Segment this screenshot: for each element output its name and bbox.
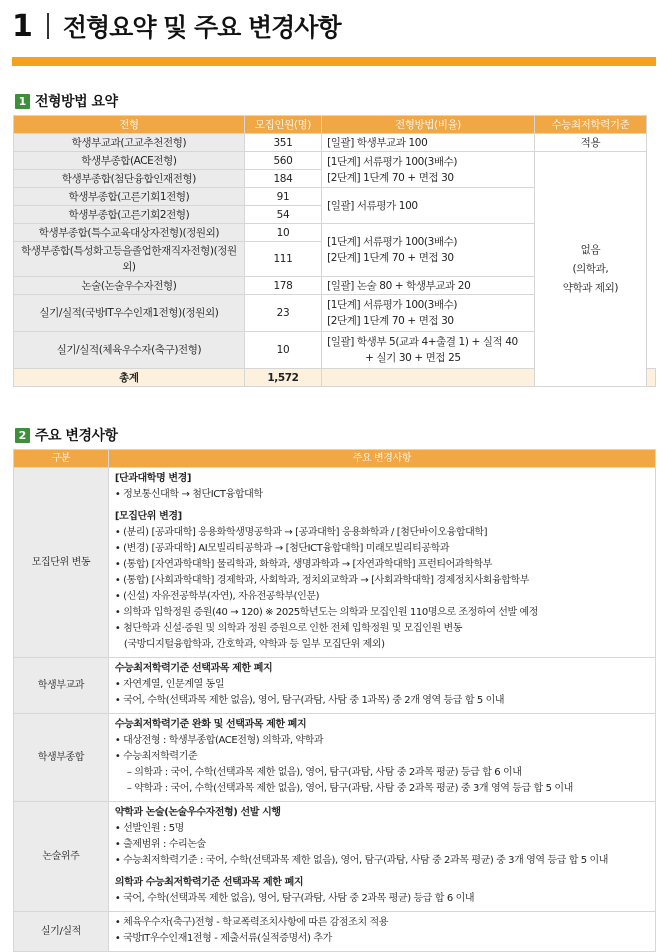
track-method (322, 152, 535, 188)
track-count: 23 (244, 295, 321, 332)
table-row (14, 152, 656, 170)
total-empty (322, 369, 535, 387)
sub-heading: 약학과 논술(논술우수자전형) 선발 시행 (114, 807, 281, 818)
track-count: 10 (244, 224, 321, 242)
change-item: • 출제범위 : 수리논술 (114, 839, 206, 850)
total-empty (647, 369, 656, 387)
section-heading-2 (15, 425, 118, 445)
table-header-row (14, 450, 656, 468)
track-name: 학생부교과(고교추천전형) (14, 134, 245, 152)
sub-heading: [모집단위 변경] (114, 511, 182, 522)
change-item: • 수능최저학력기준 : 국어, 수학(선택과목 제한 없음), 영어, 탐구(과탐, 사탐 중 2과목 평균) 중 3개 영역 등급 합 5 이내 (114, 855, 609, 866)
track-name: 학생부종합(특성화고등을졸업한재직자전형)(정원외) (14, 242, 245, 277)
change-item: • (신설) 자유전공학부(자연), 자유전공학부(인문) (114, 591, 320, 602)
track-count: 10 (244, 332, 321, 369)
table-row (14, 658, 656, 714)
change-item: • 체육우수자(축구)전형 - 학교폭력조치사항에 따른 감점조치 적용 (114, 917, 389, 928)
track-count: 184 (244, 170, 321, 188)
section-title: 주요 변경사항 (35, 428, 118, 444)
track-name: 실기/실적(체육우수자(축구)전형) (14, 332, 245, 369)
change-item: (국방디지털융합학과, 간호학과, 약학과 등 일부 모집단위 제외) (123, 639, 385, 650)
section-heading-1 (15, 91, 118, 111)
col-header: 수능최저학력기준 (534, 116, 646, 134)
track-name: 학생부종합(특수교육대상자전형)(정원외) (14, 224, 245, 242)
track-method: [일괄] 학생부교과 100 (322, 134, 535, 152)
page-title: 전형요약 및 주요 변경사항 (62, 13, 341, 42)
table-row (14, 714, 656, 802)
chapter-number: 1 (12, 8, 33, 44)
table-row (14, 134, 656, 152)
table-row (14, 802, 656, 912)
method-line: [2단계] 1단계 70 + 면접 30 (327, 171, 454, 184)
change-item: • 의학과 입학정원 증원(40 → 120) ※ 2025학년도는 의학과 모집인원 110명으로 조정하여 선발 예정 (114, 607, 539, 618)
category-label: 학생부종합 (14, 714, 109, 802)
total-count: 1,572 (244, 369, 321, 387)
category-label: 논술위주 (14, 802, 109, 912)
col-header: 전형방법(비율) (322, 116, 535, 134)
col-header: 전형 (14, 116, 245, 134)
header-divider (47, 13, 49, 39)
table-row (14, 912, 656, 952)
col-header: 주요 변경사항 (108, 450, 655, 468)
category-body (108, 468, 655, 658)
track-name: 논술(논술우수자전형) (14, 277, 245, 295)
track-method: [일괄] 서류평가 100 (322, 188, 535, 224)
method-line: [1단계] 서류평가 100(3배수) (327, 299, 458, 311)
change-item: • 대상전형 : 학생부종합(ACE전형) 의학과, 약학과 (114, 735, 324, 746)
sub-heading: 수능최저학력기준 선택과목 제한 폐지 (114, 663, 273, 674)
track-count: 91 (244, 188, 321, 206)
col-header: 구분 (14, 450, 109, 468)
criteria-line: 약학과 제외) (562, 281, 619, 294)
track-method (322, 332, 535, 369)
track-count: 560 (244, 152, 321, 170)
track-name: 실기/실적(국방IT우수인재1전형)(정원외) (14, 295, 245, 332)
category-label: 학생부교과 (14, 658, 109, 714)
change-item: – 의학과 : 국어, 수학(선택과목 제한 없음), 영어, 탐구(과탐, 사탐 중 2과목 평균) 등급 합 6 이내 (126, 767, 522, 778)
change-item: • (통합) [자연과학대학] 물리학과, 화학과, 생명과학과 → [자연과학대학] 프런티어과학학부 (114, 559, 492, 570)
method-line: + 실기 30 + 면접 25 (365, 352, 461, 364)
change-item: • 정보통신대학 → 첨단ICT융합대학 (114, 489, 263, 500)
category-body (108, 802, 655, 912)
criteria-line: 없음 (580, 243, 601, 256)
track-method (322, 224, 535, 277)
change-item: • 국방IT우수인재1전형 - 제출서류(실적증명서) 추가 (114, 933, 332, 944)
section-badge: 2 (15, 428, 30, 443)
change-item: – 약학과 : 국어, 수학(선택과목 제한 없음), 영어, 탐구(과탐, 사탐 중 2과목 평균) 중 3개 영역 등급 합 5 이내 (126, 783, 573, 794)
change-item: • (통합) [사회과학대학] 경제학과, 사회학과, 정치외교학과 → [사회과학대학] 경제정치사회융합학부 (114, 575, 530, 586)
track-name: 학생부종합(ACE전형) (14, 152, 245, 170)
changes-table (13, 449, 656, 952)
sub-heading: [단과대학명 변경] (114, 473, 192, 484)
col-header: 모집인원(명) (244, 116, 321, 134)
track-count: 178 (244, 277, 321, 295)
track-criteria (534, 152, 646, 387)
section-badge: 1 (15, 94, 30, 109)
track-name: 학생부종합(첨단융합인재전형) (14, 170, 245, 188)
method-line: [1단계] 서류평가 100(3배수) (327, 236, 458, 248)
category-label: 모집단위 변동 (14, 468, 109, 658)
track-count: 351 (244, 134, 321, 152)
table-header-row (14, 116, 656, 134)
category-body (108, 658, 655, 714)
header-rule (12, 57, 656, 66)
table-row (14, 468, 656, 658)
change-item: • 선발인원 : 5명 (114, 823, 184, 834)
change-item: • 수능최저학력기준 (114, 751, 198, 762)
method-line: [일괄] 학생부 5(교과 4+출결 1) + 실적 40 (327, 336, 518, 348)
change-item: • (변경) [공과대학] AI모빌리티공학과 → [첨단ICT융합대학] 미래모빌리티공학과 (114, 543, 450, 554)
method-line: [2단계] 1단계 70 + 면접 30 (327, 252, 454, 264)
sub-heading: 수능최저학력기준 완화 및 선택과목 제한 폐지 (114, 719, 307, 730)
track-method (322, 295, 535, 332)
track-name: 학생부종합(고른기회1전형) (14, 188, 245, 206)
change-item: • 국어, 수학(선택과목 제한 없음), 영어, 탐구(과탐, 사탐 중 1과목) 중 2개 영역 등급 합 5 이내 (114, 695, 505, 706)
category-body (108, 912, 655, 952)
change-item: • 자연계열, 인문계열 동일 (114, 679, 225, 690)
track-criteria: 적용 (534, 134, 646, 152)
method-line: [2단계] 1단계 70 + 면접 30 (327, 315, 454, 327)
change-item: • (분리) [공과대학] 응용화학생명공학과 → [공과대학] 응용화학과 / [첨단바이오융합대학] (114, 527, 488, 538)
track-count: 111 (244, 242, 321, 277)
track-count: 54 (244, 206, 321, 224)
section-title: 전형방법 요약 (35, 94, 118, 110)
total-label: 총계 (14, 369, 245, 387)
admission-summary-table (13, 115, 656, 387)
criteria-line: (의학과, (572, 262, 609, 275)
change-item: • 국어, 수학(선택과목 제한 없음), 영어, 탐구(과탐, 사탐 중 2과목 평균) 등급 합 6 이내 (114, 893, 475, 904)
category-label: 실기/실적 (14, 912, 109, 952)
page-header (12, 6, 341, 46)
method-line: [1단계] 서류평가 100(3배수) (327, 155, 458, 168)
category-body (108, 714, 655, 802)
sub-heading: 의학과 수능최저학력기준 선택과목 제한 폐지 (114, 877, 304, 888)
track-name: 학생부종합(고른기회2전형) (14, 206, 245, 224)
change-item: • 첨단학과 신설·증원 및 의학과 정원 증원으로 인한 전체 입학정원 및 모집인원 변동 (114, 623, 463, 634)
track-method: [일괄] 논술 80 + 학생부교과 20 (322, 277, 535, 295)
